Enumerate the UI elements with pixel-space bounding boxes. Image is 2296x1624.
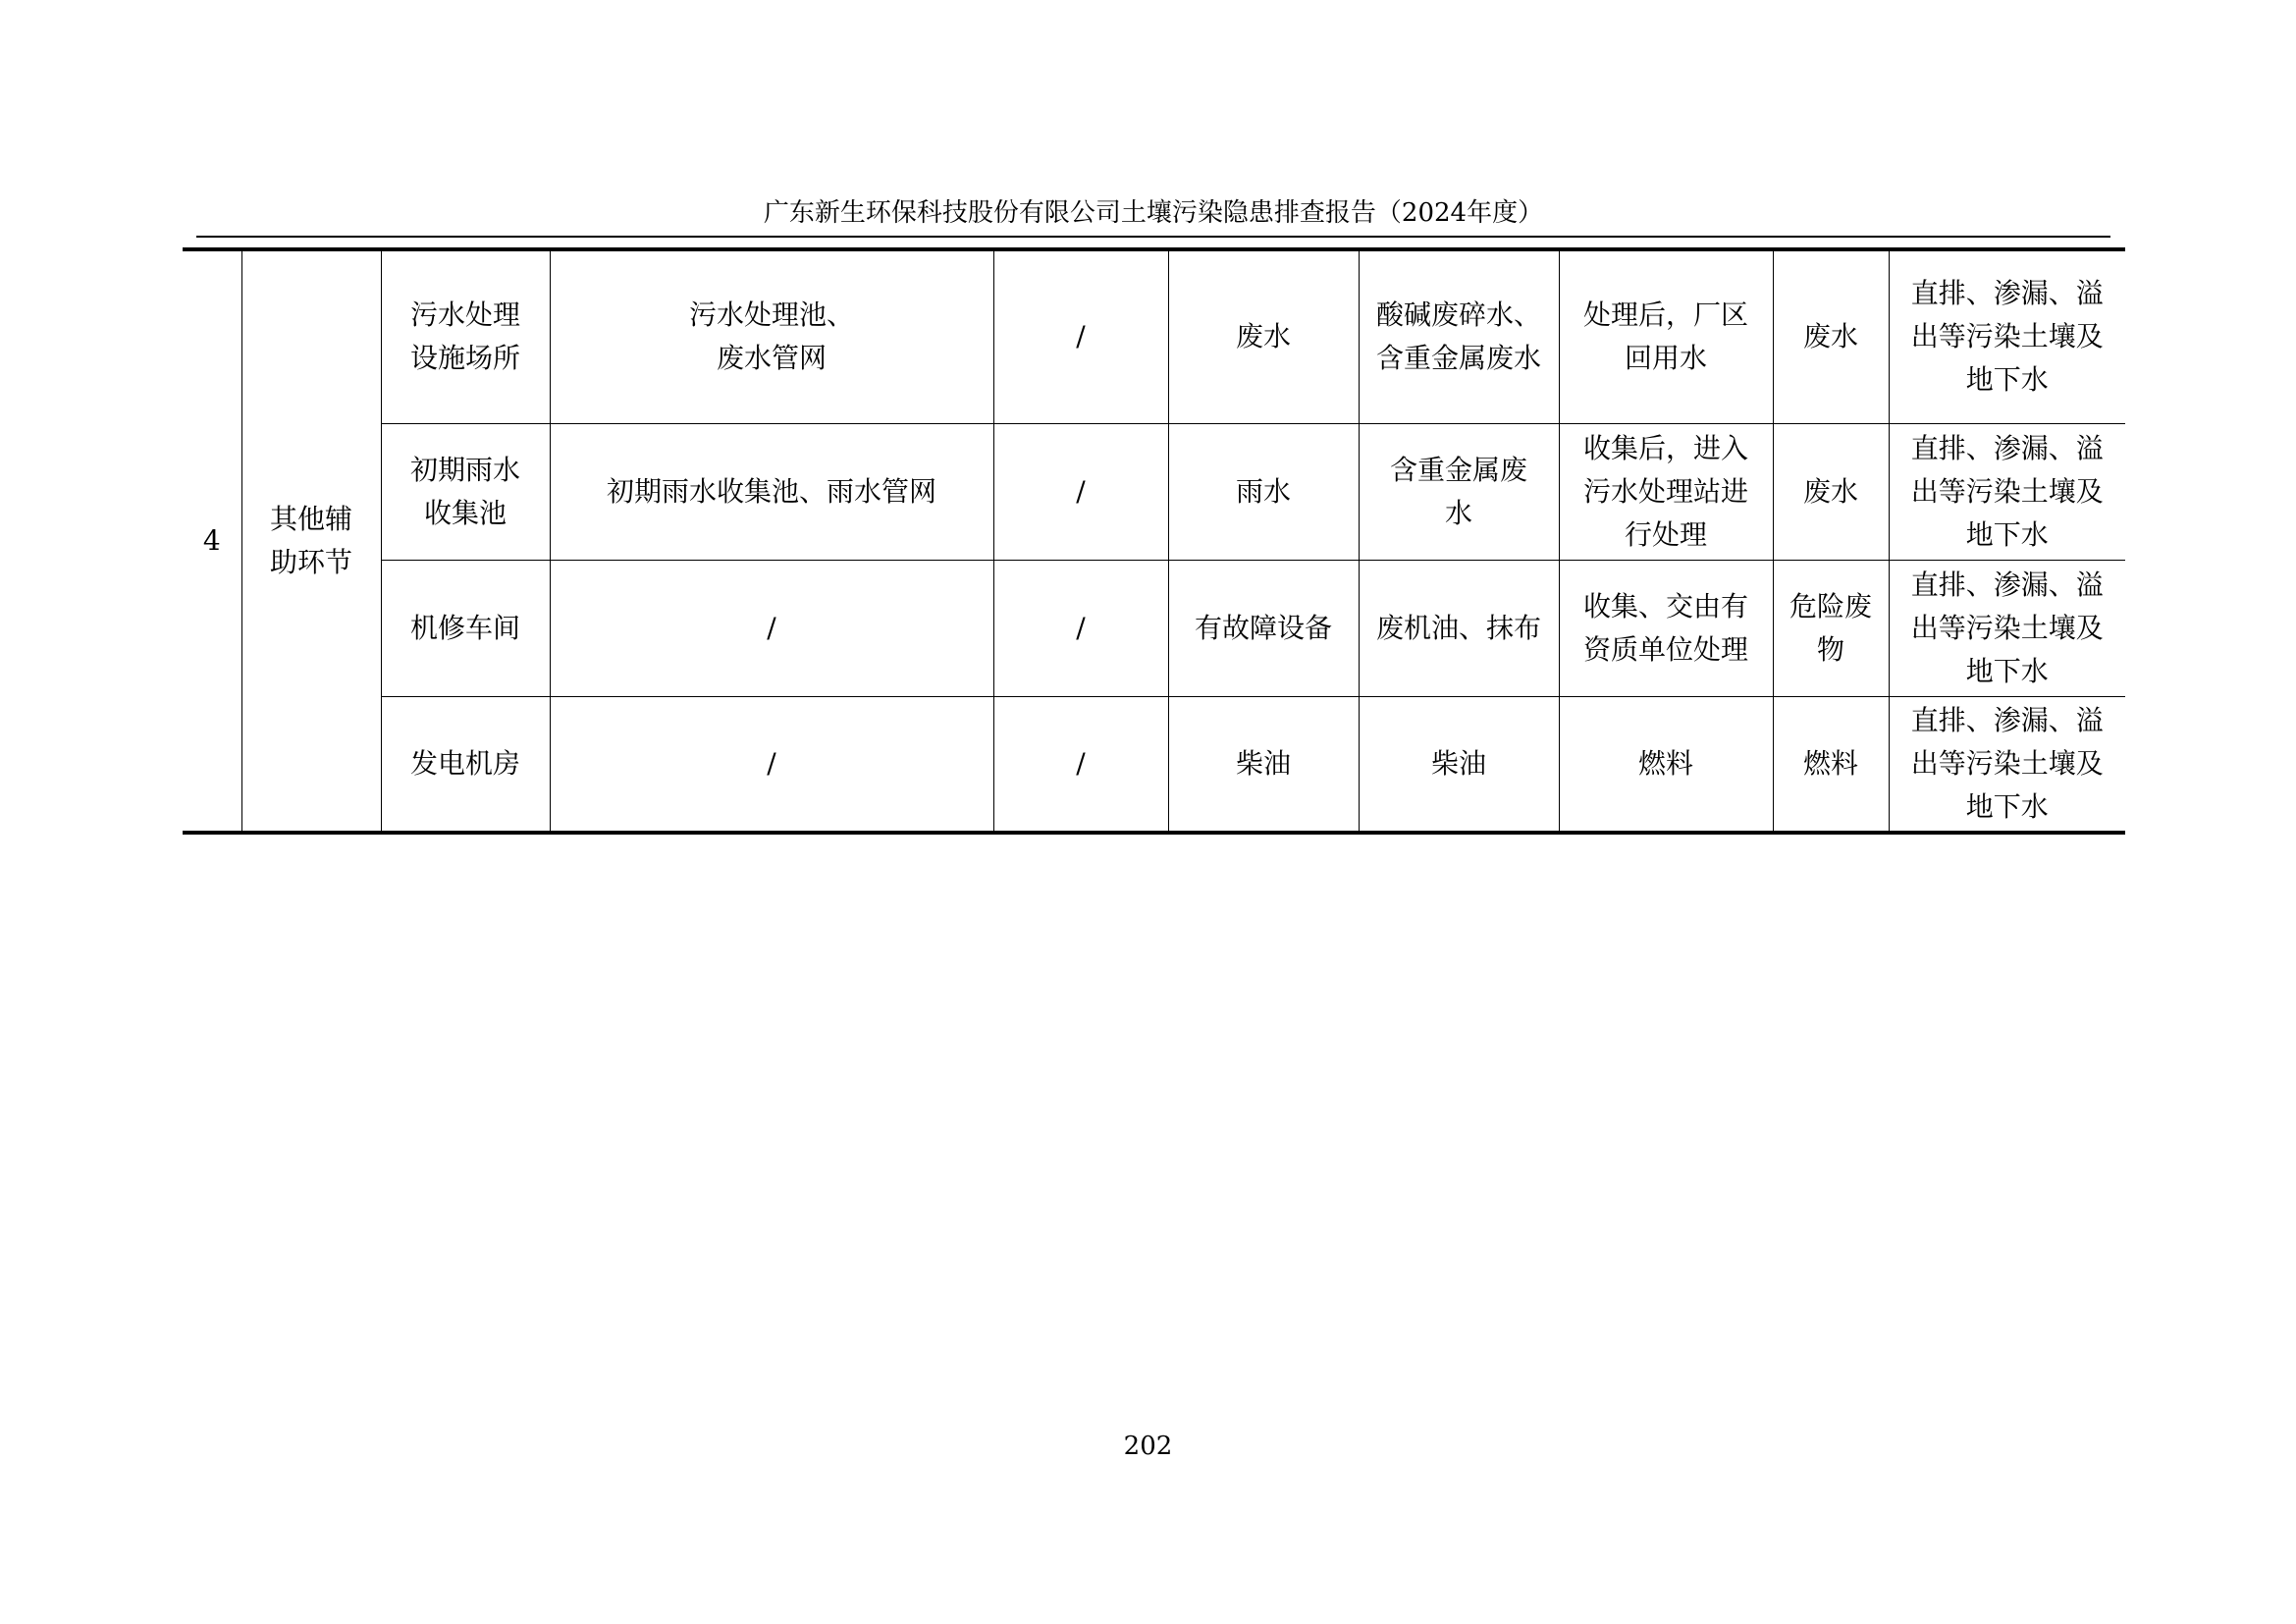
treatment-cell: 收集后，进入污水处理站进行处理 xyxy=(1559,423,1773,560)
group-number-cell: 4 xyxy=(183,249,241,833)
category-cell: 废水 xyxy=(1773,249,1889,423)
material-cell: 有故障设备 xyxy=(1168,560,1359,696)
material-cell: 柴油 xyxy=(1168,696,1359,833)
area-cell: 机修车间 xyxy=(381,560,550,696)
material-cell: 雨水 xyxy=(1168,423,1359,560)
pollutant-cell: 酸碱废碎水、含重金属废水 xyxy=(1359,249,1559,423)
treatment-cell: 处理后，厂区回用水 xyxy=(1559,249,1773,423)
col3-cell: / xyxy=(993,560,1168,696)
page-number: 202 xyxy=(1123,1432,1173,1461)
category-cell: 废水 xyxy=(1773,423,1889,560)
area-cell: 初期雨水收集池 xyxy=(381,423,550,560)
pathway-cell: 直排、渗漏、溢出等污染土壤及地下水 xyxy=(1889,249,2125,423)
col3-cell: / xyxy=(993,249,1168,423)
category-cell: 燃料 xyxy=(1773,696,1889,833)
table-row xyxy=(183,423,2125,560)
pollutant-cell: 柴油 xyxy=(1359,696,1559,833)
material-cell: 废水 xyxy=(1168,249,1359,423)
pathway-cell: 直排、渗漏、溢出等污染土壤及地下水 xyxy=(1889,423,2125,560)
pollutant-cell: 废机油、抹布 xyxy=(1359,560,1559,696)
hazard-survey-table xyxy=(183,247,2125,835)
group-name-cell: 其他辅助环节 xyxy=(241,249,381,833)
treatment-cell: 收集、交由有资质单位处理 xyxy=(1559,560,1773,696)
treatment-cell: 燃料 xyxy=(1559,696,1773,833)
col3-cell: / xyxy=(993,423,1168,560)
category-cell: 危险废物 xyxy=(1773,560,1889,696)
facility-cell: / xyxy=(550,560,993,696)
area-cell: 发电机房 xyxy=(381,696,550,833)
table-row xyxy=(183,696,2125,833)
table-row xyxy=(183,560,2125,696)
col3-cell: / xyxy=(993,696,1168,833)
pollutant-cell: 含重金属废水 xyxy=(1359,423,1559,560)
facility-cell: 污水处理池、废水管网 xyxy=(550,249,993,423)
pathway-cell: 直排、渗漏、溢出等污染土壤及地下水 xyxy=(1889,560,2125,696)
area-cell: 污水处理设施场所 xyxy=(381,249,550,423)
facility-cell: 初期雨水收集池、雨水管网 xyxy=(550,423,993,560)
header-divider xyxy=(196,236,2110,238)
report-header-title: 广东新生环保科技股份有限公司土壤污染隐患排查报告（2024年度） xyxy=(763,198,1544,228)
facility-cell: / xyxy=(550,696,993,833)
table-row xyxy=(183,249,2125,423)
pathway-cell: 直排、渗漏、溢出等污染土壤及地下水 xyxy=(1889,696,2125,833)
